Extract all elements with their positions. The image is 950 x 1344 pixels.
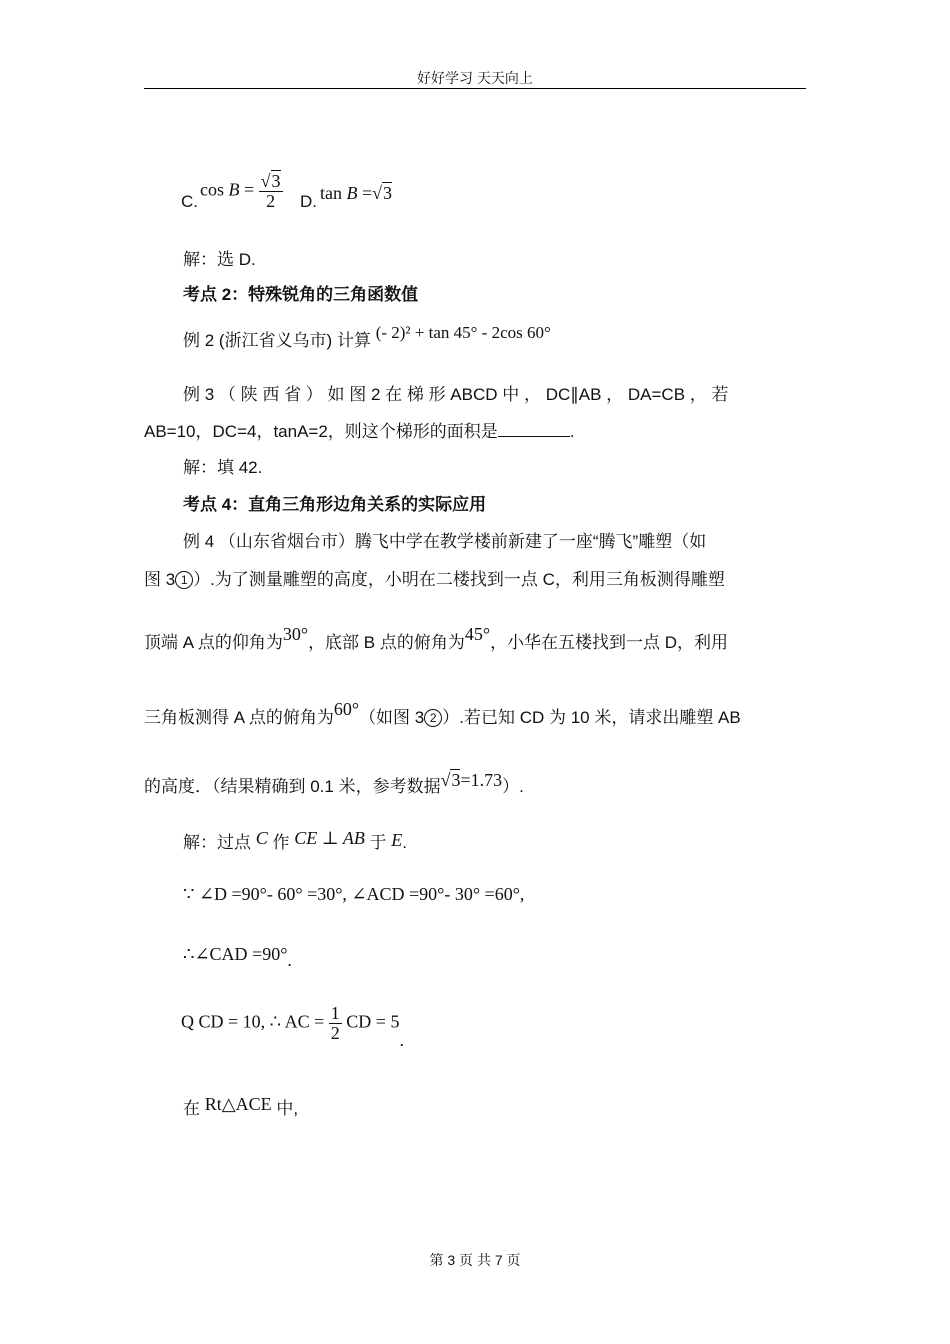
figure-marker-1: 1: [175, 571, 193, 589]
figure-marker-2: 2: [424, 709, 442, 727]
option-d-label: D.: [300, 192, 317, 211]
topic-2-heading: 考点 2：特殊锐角的三角函数值: [183, 285, 419, 304]
example-4-line-4: 三角板测得 A 点的俯角为60°（如图 3 2 ）.若已知 CD 为 10 米，请求出雕塑 AB: [144, 699, 741, 727]
option-c-fraction: $\frac{√3}{2}$: [260, 171, 281, 211]
solution-line-4: Q CD = 10, ∴ AC = $\frac{1}{2}$ CD = 5.: [181, 1003, 404, 1050]
answer-1: 解：选 D.: [183, 250, 256, 269]
answer-blank: [498, 422, 570, 437]
option-c-formula: cos B = $\frac{√3}{2}$: [200, 171, 281, 211]
header-rule: [144, 88, 806, 89]
example-4-line-1: 例 4 （山东省烟台市）腾飞中学在教学楼前新建了一座“腾飞”雕塑（如: [183, 532, 707, 551]
option-d: [300, 183, 393, 212]
example-4-line-3: 顶端 A 点的仰角为30°，底部 B 点的俯角为45°，小华在五楼找到一点 D，利用: [144, 624, 729, 652]
answer-3: 解：填 42.: [183, 458, 263, 477]
example-3-line-1: 例 3 （ 陕 西 省 ） 如 图 2 在 梯 形 ABCD 中 ， DC∥AB ， DA=CB ， 若: [183, 385, 729, 404]
solution-line-1: 解：过点 C 作 CE ⊥ AB 于 E.: [183, 828, 408, 852]
option-d-formula: tan B =√3: [320, 183, 393, 203]
page-header: 好好学习 天天向上: [417, 70, 533, 86]
option-c: [181, 158, 281, 211]
option-c-label: C.: [181, 192, 198, 211]
example-2: 例 2 (浙江省义乌市) 计算 (- 2)² + tan 45° - 2cos 60°: [183, 323, 551, 350]
page-footer: 第 3 页 共 7 页: [429, 1252, 521, 1268]
solution-line-3: ∴∠CAD =90°.: [183, 944, 292, 970]
example-3-line-2: AB=10，DC=4，tanA=2，则这个梯形的面积是 .: [144, 422, 575, 441]
example-4-line-5: 的高度．（结果精确到 0.1 米，参考数据√3=1.73）.: [144, 770, 524, 796]
solution-line-2: ∵ ∠D =90°- 60° =30°, ∠ACD =90°- 30° =60°,: [183, 884, 525, 904]
example-2-formula: (- 2)² + tan 45° - 2cos 60°: [375, 323, 551, 342]
half-fraction: $\frac{1}{2}$: [330, 1003, 340, 1043]
example-4-line-2: 图 3 1 ）.为了测量雕塑的高度，小明在二楼找到一点 C，利用三角板测得雕塑: [144, 570, 725, 589]
solution-line-5: 在 Rt△ACE 中,: [183, 1094, 299, 1118]
topic-4-heading: 考点 4：直角三角形边角关系的实际应用: [183, 495, 487, 514]
